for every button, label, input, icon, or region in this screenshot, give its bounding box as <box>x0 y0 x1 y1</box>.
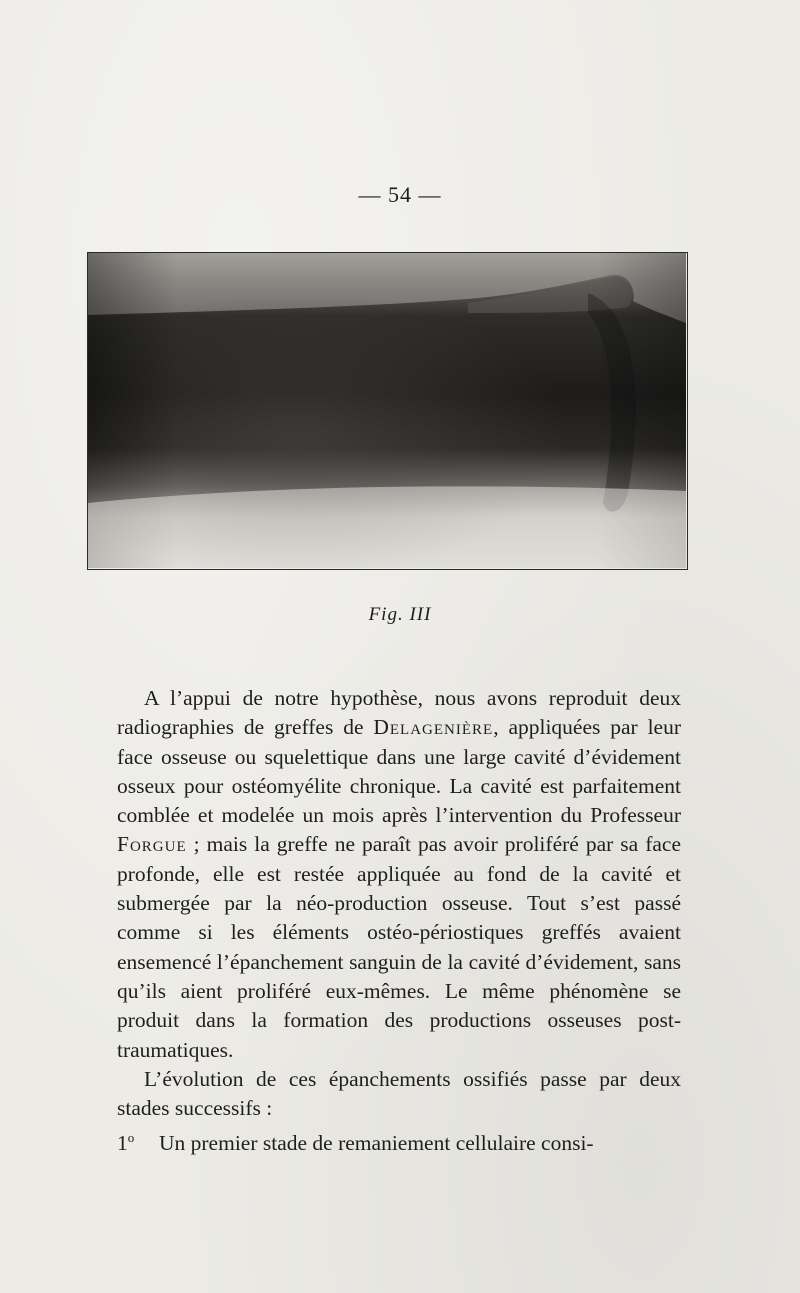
body-text <box>117 684 681 1159</box>
list-item-number: 1$^o$ <box>117 1130 135 1156</box>
page-number: — 54 — <box>358 182 442 207</box>
ordinal-mark: o <box>127 1130 135 1146</box>
author-name-forgue: Forgue <box>117 832 187 857</box>
paragraph-2 <box>117 1065 681 1124</box>
paragraph-1-text-2: , appliquées par leur face osseuse ou squelettique dans une large cavité d’évidement osseux pour ostéomyélite chronique. La cavité est parfaitement comblée et modelée un mois après l’intervention du Professeur <box>117 715 681 828</box>
author-name-delageniere: Delagenière <box>373 715 494 740</box>
paragraph-2-text: L’évolution de ces épanchements ossifiés passe par deux stades successifs : <box>117 1066 681 1121</box>
radiograph-figure <box>87 252 688 570</box>
paragraph-1 <box>117 684 681 1065</box>
paragraph-1-text-1: A l’appui de notre hypothèse, nous avons reproduit deux radiographies de greffes de <box>117 686 681 740</box>
figure-caption: Fig. III <box>368 604 432 625</box>
list-item-1 <box>117 1123 681 1158</box>
paragraph-1-text-3: ; mais la greffe ne paraît pas avoir proliféré par sa face profonde, elle est restée appliquée au fond de la cavité et submergée par la néo-production osseuse. Tout s’est passé comme si les éléments ostéo-périostiques greffés avaient ensemencé l’épanchement sanguin de la cavité d’évidement, sans qu’ils aient proliféré eux-mêmes. Le même phénomène se produit dans la formation des productions osseuses post-traumatiques. <box>117 832 681 1062</box>
list-item-text: Un premier stade de remaniement cellulaire consi- <box>159 1131 594 1156</box>
radiograph-image <box>88 253 686 568</box>
